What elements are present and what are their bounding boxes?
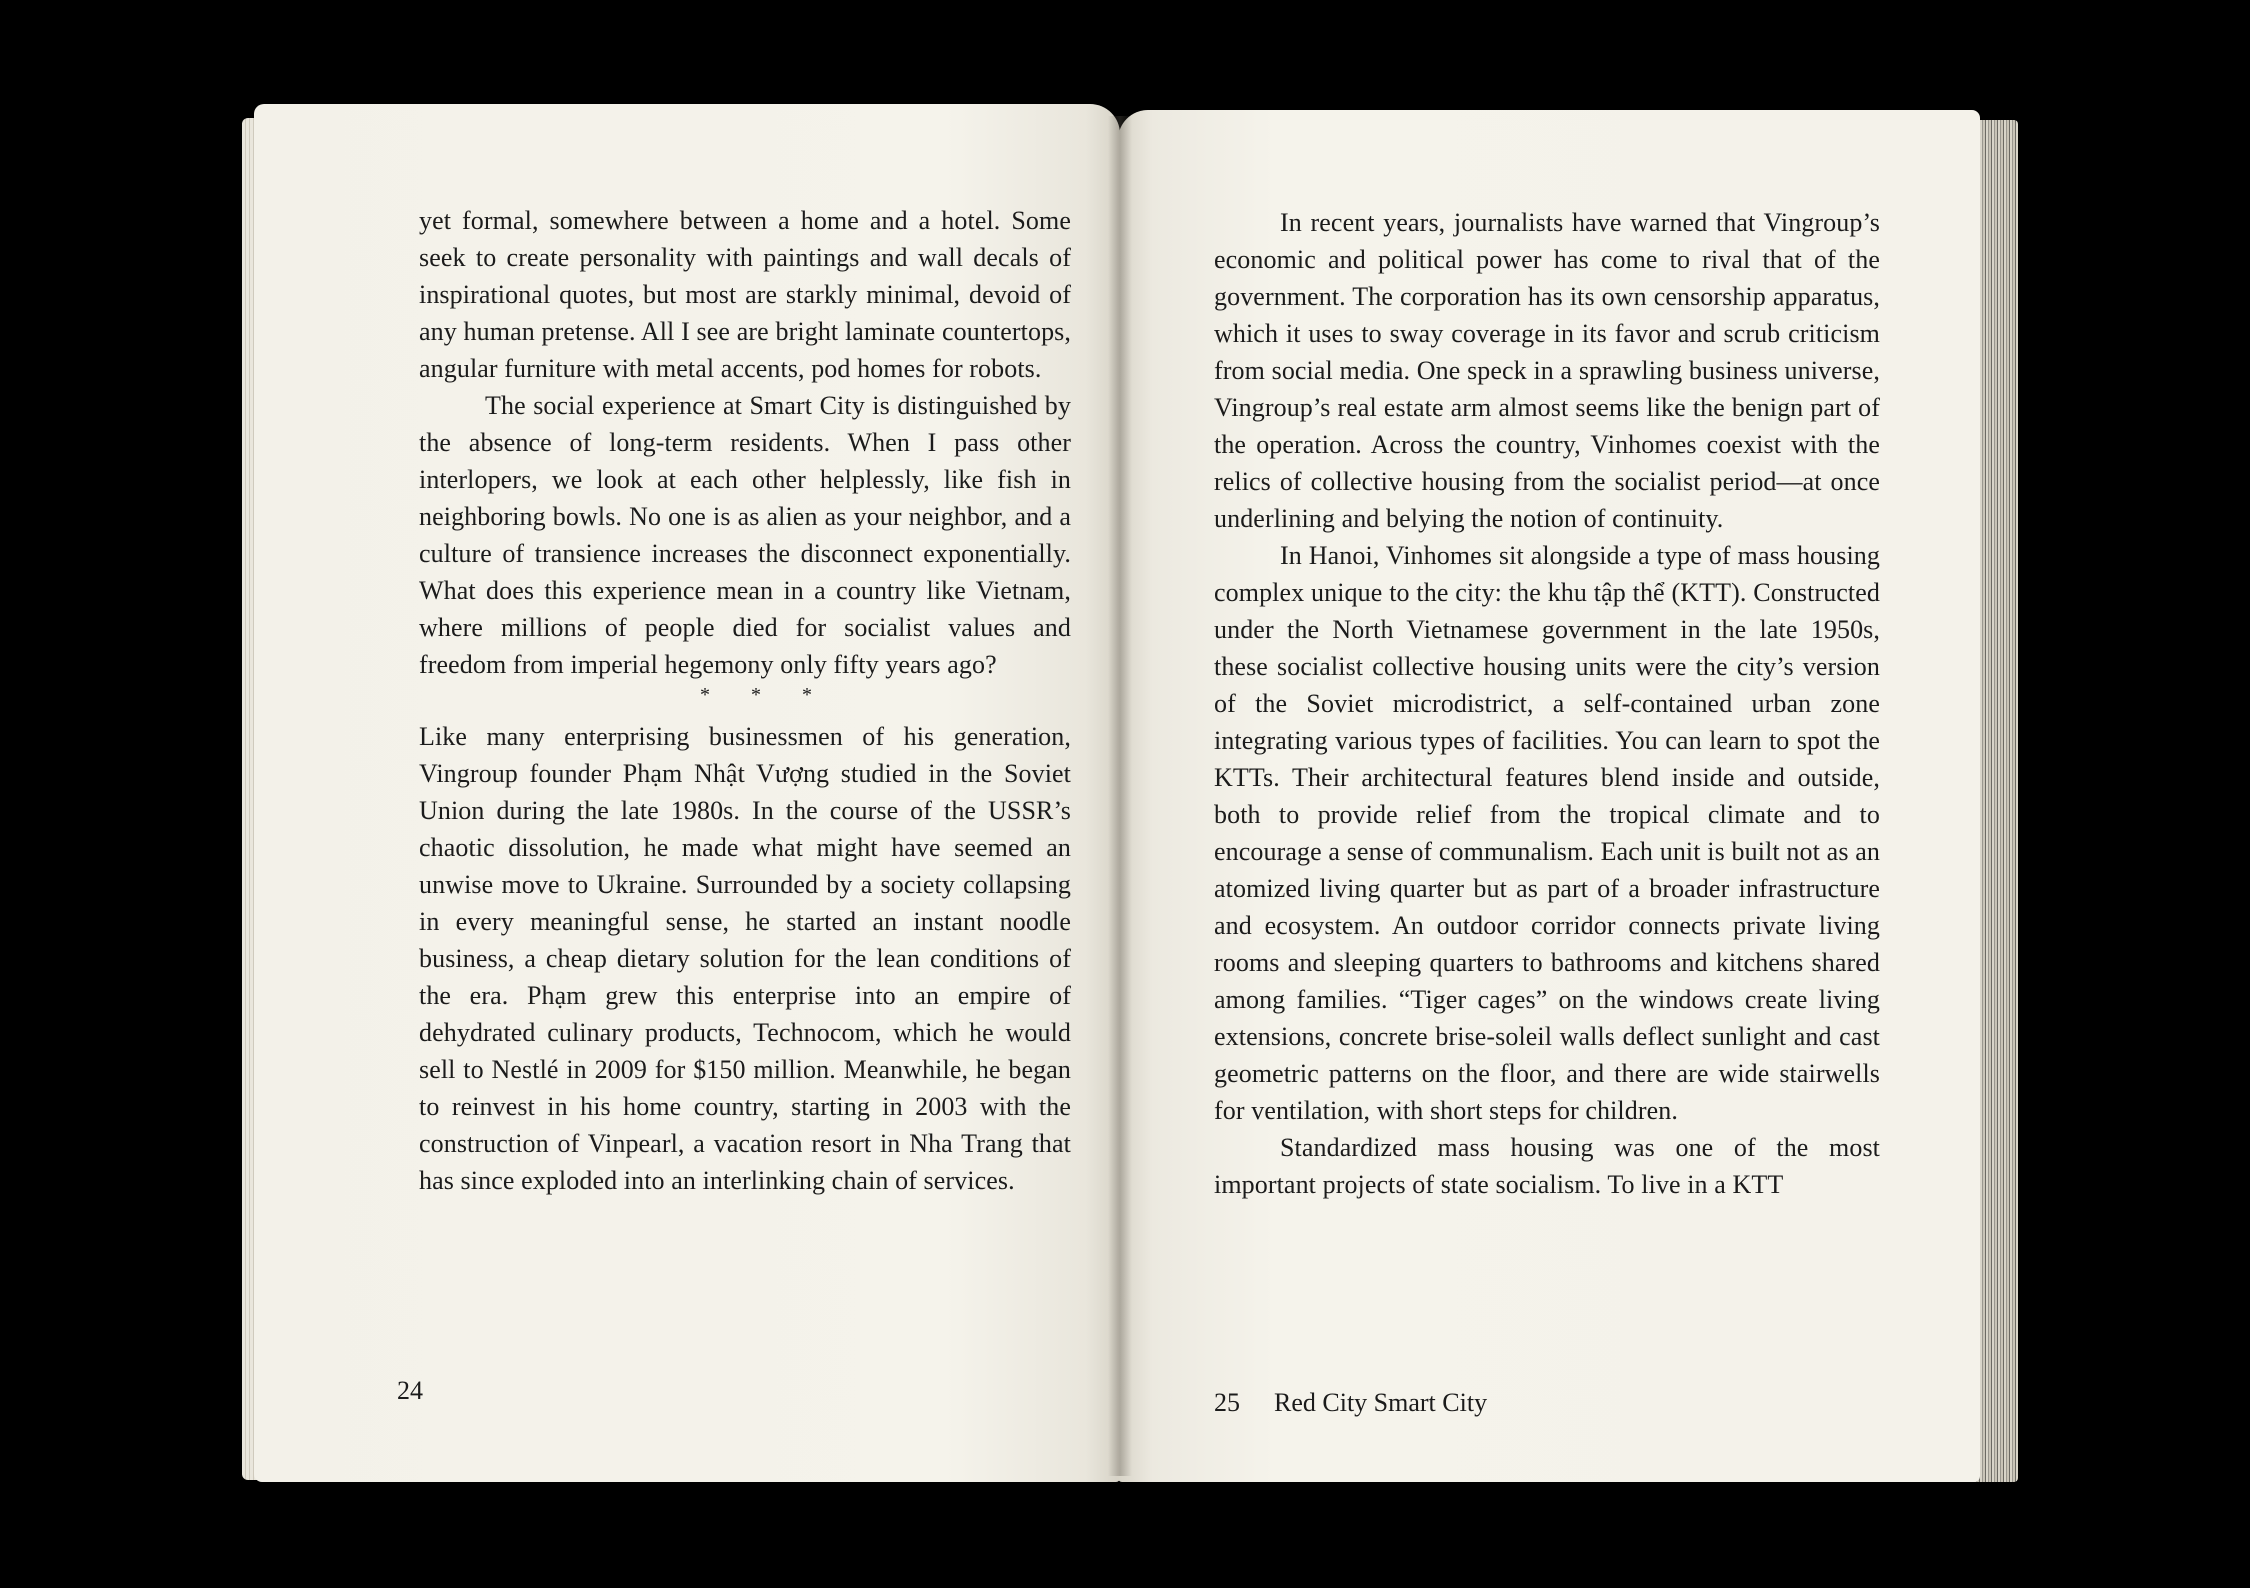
left-page-body [419, 202, 1071, 1199]
left-page [254, 104, 1120, 1482]
page-stack-right [1974, 120, 2018, 1482]
section-break: * * * [700, 684, 830, 706]
running-head: Red City Smart City [1274, 1388, 1488, 1417]
paragraph: yet formal, somewhere between a home and a hotel. Some seek to create personality with paintings and wall decals of inspirational quotes, but most are starkly minimal, devoid of any human pretense. All I see are bright laminate countertops, angular furniture with metal accents, pod homes for robots. [419, 206, 1071, 383]
paragraph: Standardized mass housing was one of the most important projects of state socialism. To live in a KTT [1214, 1133, 1880, 1199]
page-number: 25 [1214, 1388, 1240, 1417]
page-number: 24 [397, 1376, 423, 1405]
book-gutter [1108, 116, 1132, 1476]
paragraph: The social experience at Smart City is distinguished by the absence of long-term residents. When I pass other interlopers, we look at each other helplessly, like fish in neighboring bowls. No one is as alien as your neighbor, and a culture of transience increases the disconnect exponentially. What does this experience mean in a country like Vietnam, where millions of people died for socialist values and freedom from imperial hegemony only fifty years ago? [419, 391, 1071, 679]
right-page [1118, 110, 1980, 1482]
paragraph: In recent years, journalists have warned that Vingroup’s economic and political power has come to rival that of the government. The corporation has its own censorship apparatus, which it uses to sway coverage in its favor and scrub criticism from social media. One speck in a sprawling business universe, Vingroup’s real estate arm almost seems like the benign part of the operation. Across the country, Vinhomes coexist with the relics of collective housing from the socialist period—at once underlining and belying the notion of continuity. [1214, 208, 1880, 533]
paragraph: In Hanoi, Vinhomes sit alongside a type of mass housing complex unique to the city: the khu tập thể (KTT). Constructed under the North Vietnamese government in the late 1950s, these socialist collective housing units were the city’s version of the Soviet microdistrict, a self-contained urban zone integrating various types of facilities. You can learn to spot the KTTs. Their architectural features blend inside and outside, both to provide relief from the tropical climate and to encourage a sense of communalism. Each unit is built not as an atomized living quarter but as part of a broader infrastructure and ecosystem. An outdoor corridor connects private living rooms and sleeping quarters to bathrooms and kitchens shared among families. “Tiger cages” on the windows create living extensions, concrete brise-soleil walls deflect sunlight and cast geometric patterns on the floor, and there are wide stairwells for ventilation, with short steps for children. [1214, 541, 1880, 1125]
page-footer [1214, 1388, 1487, 1418]
right-page-body [1214, 204, 1880, 1203]
paragraph: Like many enterprising businessmen of his generation, Vingroup founder Phạm Nhật Vượng studied in the Soviet Union during the late 1980s. In the course of the USSR’s chaotic dissolution, he made what might have seemed an unwise move to Ukraine. Surrounded by a society collapsing in every meaningful sense, he started an instant noodle business, a cheap dietary solution for the lean conditions of the era. Phạm grew this enterprise into an empire of dehydrated culinary products, Technocom, which he would sell to Nestlé in 2009 for $150 million. Meanwhile, he began to reinvest in his home country, starting in 2003 with the construction of Vinpearl, a vacation resort in Nha Trang that has since exploded into an interlinking chain of services. [419, 722, 1071, 1195]
